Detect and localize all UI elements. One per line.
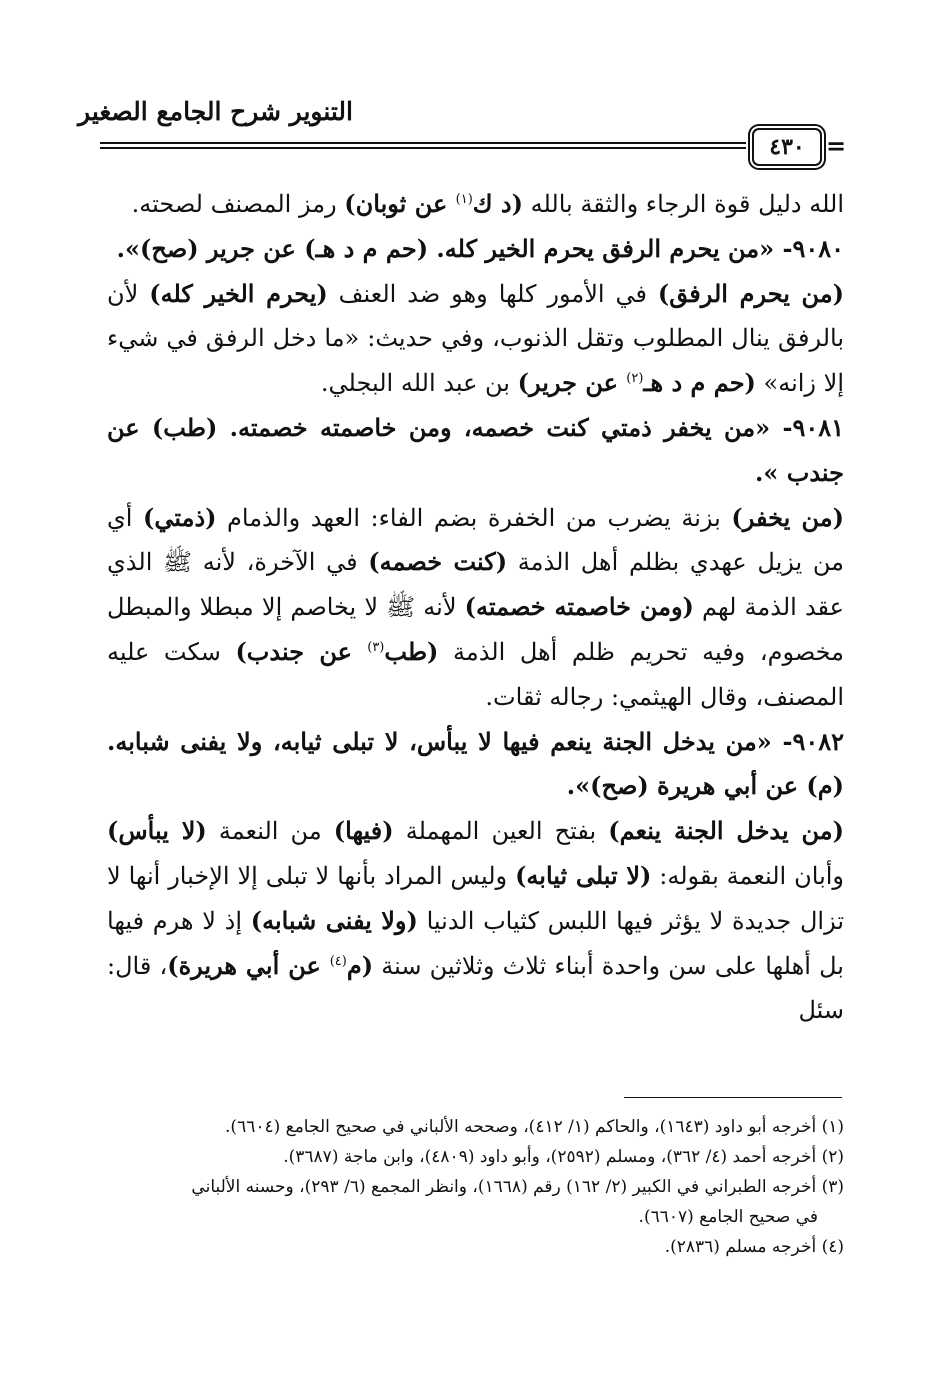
narrator: عن أبي هريرة) <box>167 950 330 980</box>
quoted-phrase: (كنت خصمه) <box>368 547 508 577</box>
running-title: التنوير شرح الجامع الصغير <box>78 97 353 126</box>
quoted-phrase: (لا تبلى ثيابه) <box>515 860 652 890</box>
text: بفتح العين المهملة <box>393 817 609 846</box>
hadith-9082: ٩٠٨٢- «من يدخل الجنة ينعم فيها لا يبأس، لا تبلى ثيابه، ولا يفنى شبابه. (م) عن أبي هريرة (صح)». <box>107 726 844 801</box>
text: في الآخرة، لأنه ﷺ الذي عقد الذمة لهم <box>107 548 845 622</box>
text: سكت عليه المصنف، وقال الهيثمي: رجاله ثقات. <box>107 637 844 711</box>
source-code: (طب <box>384 636 439 666</box>
commentary-9082 <box>107 809 844 1033</box>
text: الله دليل قوة الرجاء والثقة بالله <box>522 190 844 218</box>
hadith-9080: ٩٠٨٠- «من يحرم الرفق يحرم الخير كله. (حم م د هـ) عن جرير (صح)». <box>116 233 844 263</box>
footnote-3: (٣) أخرجه الطبراني في الكبير (٢/ ١٦٢) رقم (١٦٦٨)، وانظر المجمع (٦/ ٢٩٣)، وحسنه الألباني <box>191 1177 844 1197</box>
footnote-2: (٢) أخرجه أحمد (٤/ ٣٦٢)، ومسلم (٢٥٩٢)، وأبو داود (٤٨٠٩)، وابن ماجة (٣٦٨٧). <box>283 1147 844 1167</box>
quoted-phrase: (من يدخل الجنة ينعم) <box>608 816 844 846</box>
main-text <box>107 182 844 1033</box>
text: بن عبد الله البجلي. <box>320 369 518 398</box>
text: من النعمة <box>206 817 334 846</box>
source-code: (م <box>346 950 374 980</box>
text: وأبان النعمة بقوله: <box>651 861 845 890</box>
footnote-3-continuation: في صحيح الجامع (٦٦٠٧). <box>638 1207 818 1227</box>
page-number: ٤٣٠ <box>752 128 822 166</box>
quoted-phrase: (ذمتي) <box>143 502 217 532</box>
quoted-phrase: (ومن خاصمته خصمته) <box>464 592 694 622</box>
narrator: عن جندب) <box>235 636 368 666</box>
footnote-4: (٤) أخرجه مسلم (٢٨٣٦). <box>664 1237 844 1257</box>
footnotes <box>107 1112 844 1262</box>
commentary-9081 <box>107 496 844 720</box>
quoted-phrase: (من يحرم الرفق) <box>657 278 845 308</box>
commentary-9080 <box>107 272 844 406</box>
text: إذ لا هرم فيها بل أهلها على سن واحدة أبناء ثلاث وثلاثين سنة <box>107 906 844 980</box>
source-code: (حم م د هـ <box>643 368 756 398</box>
quoted-phrase: (لا يبأس) <box>107 816 207 846</box>
quoted-phrase: (يحرم الخير كله) <box>149 278 328 308</box>
narrator: عن ثوبان) <box>344 189 456 218</box>
narrator: عن جرير) <box>517 368 627 398</box>
text: في الأمور كلها وهو ضد العنف <box>327 279 658 308</box>
text: وليس المراد بأنها لا تبلى إلا الإخبار أنها لا تزال جديدة لا يؤثر فيها اللبس كثياب الدنيا <box>107 861 844 935</box>
page-number-dash: = <box>826 131 847 160</box>
text: بزنة يضرب من الخفرة بضم الفاء: العهد والذمام <box>216 503 732 532</box>
source-code: (د ك <box>472 189 523 218</box>
header-rule <box>100 142 746 149</box>
footnote-marker: (٤) <box>329 953 347 969</box>
quoted-phrase: (من يخفر) <box>731 502 844 532</box>
footnote-1: (١) أخرجه أبو داود (١٦٤٣)، والحاكم (١/ ٤١٢)، وصححه الألباني في صحيح الجامع (٦٦٠٤). <box>225 1117 844 1137</box>
footnote-marker: (١) <box>455 192 473 207</box>
footnote-marker: (٢) <box>626 371 644 387</box>
text: ، قال: سئل <box>107 951 844 1025</box>
footnote-separator <box>624 1097 842 1098</box>
hadith-9081: ٩٠٨١- «من يخفر ذمتي كنت خصمه، ومن خاصمته خصمته. (طب) عن جندب ». <box>107 412 844 487</box>
quoted-phrase: (ولا يفنى شبابه) <box>250 905 418 935</box>
text: رمز المصنف لصحته. <box>131 190 345 218</box>
text: لأنه ﷺ لا يخاصم إلا مبطلا والمبطل مخصوم، وفيه تحريم ظلم أهل الذمة <box>107 593 844 666</box>
text: أي من يزيل عهدي بظلم أهل الذمة <box>107 503 844 577</box>
footnote-marker: (٣) <box>367 639 385 655</box>
paragraph-continuation <box>107 182 844 227</box>
quoted-phrase: (فيها) <box>333 816 394 846</box>
text: لأن بالرفق ينال المطلوب وتقل الذنوب، وفي حديث: «ما دخل الرفق في شيء إلا زانه» <box>107 279 845 398</box>
